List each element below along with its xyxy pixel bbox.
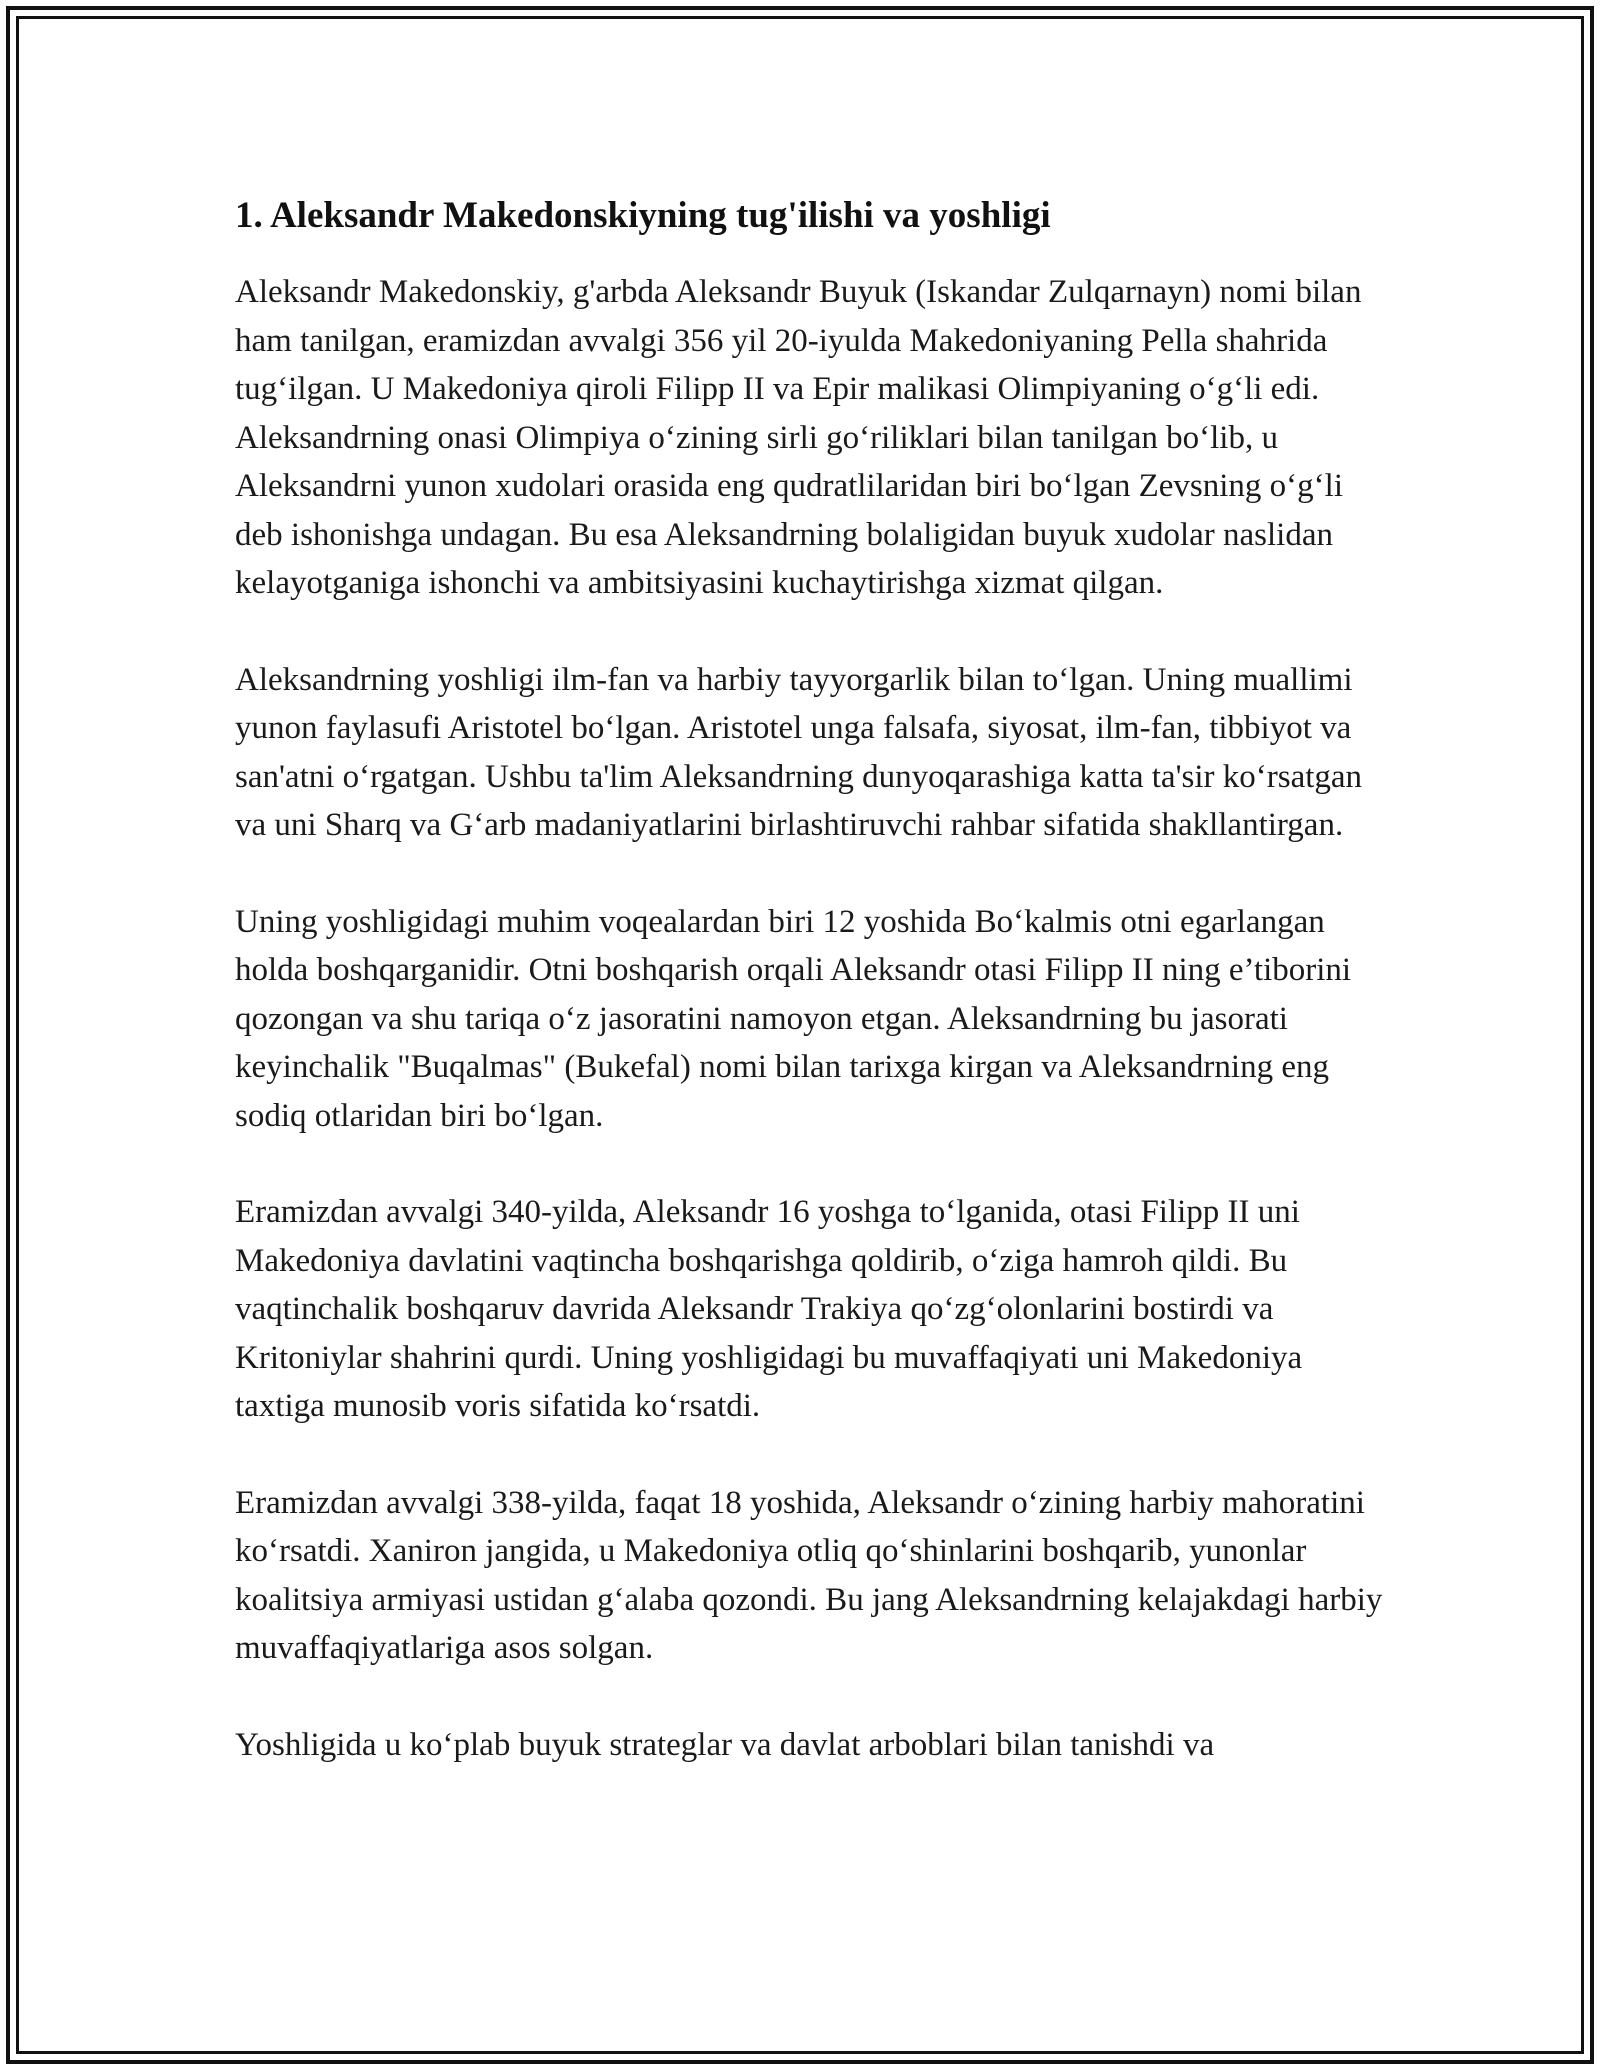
paragraph-regency: Eramizdan avvalgi 340-yilda, Aleksandr 16 yoshga to‘lganida, otasi Filipp II uni Makedoniya davlatini vaqtincha boshqarishga qoldirib, o‘ziga hamroh qildi. Bu vaqtinchalik boshqaruv davrida Aleksandr Trakiya qo‘zg‘olonlarini bostirdi va Kritoniylar shahrini qurdi. Uning yoshligidagi bu muvaffaqiyati uni Makedoniya taxtiga munosib voris sifatida ko‘rsatdi. bbox=[235, 1194, 1303, 1424]
paragraph-horse: Uning yoshligidagi muhim voqealardan biri 12 yoshida Bo‘kalmis otni egarlangan holda boshqarganidir. Otni boshqarish orqali Aleksandr otasi Filipp II ning e’tiborini qozongan va shu tariqa o‘z jasoratini namoyon etgan. Aleksandrning bu jasorati keyinchalik "Buqalmas" (Bukefal) nomi bilan tarixga kirgan va Aleksandrning eng sodiq otlaridan biri bo‘lgan. bbox=[235, 903, 1352, 1134]
paragraph-birth: Aleksandr Makedonskiy, g'arbda Aleksandr Buyuk (Iskandar Zulqarnayn) nomi bilan ham tanilgan, eramizdan avvalgi 356 yil 20-iyulda Makedoniyaning Pella shahrida tug‘ilgan. U Makedoniya qiroli Filipp II va Epir malikasi Olimpiyaning o‘g‘li edi. Aleksandrning onasi Olimpiya o‘zining sirli go‘riliklari bilan tanilgan bo‘lib, u Aleksandrni yunon xudolari orasida eng qudratlilaridan biri bo‘lgan Zevsning o‘g‘li deb ishonishga undagan. Bu esa Aleksandrning bolaligidan buyuk xudolar naslidan kelayotganiga ishonchi va ambitsiyasini kuchaytirishga xizmat qilgan. bbox=[235, 274, 1362, 601]
section-heading: 1. Aleksandr Makedonskiyning tug'ilishi va yoshligi bbox=[235, 195, 1051, 236]
paragraph-chaeronea: Eramizdan avvalgi 338-yilda, faqat 18 yoshida, Aleksandr o‘zining harbiy mahoratini ko‘rsatdi. Xaniron jangida, u Makedoniya otliq qo‘shinlarini boshqarib, yunonlar koalitsiya armiyasi ustidan g‘alaba qozondi. Bu jang Aleksandrning kelajakdagi harbiy muvaffaqiyatlariga asos solgan. bbox=[235, 1484, 1383, 1666]
paragraph-continued: Yoshligida u ko‘plab buyuk strateglar va davlat arboblari bilan tanishdi va bbox=[235, 1726, 1215, 1763]
paragraph-education: Aleksandrning yoshligi ilm-fan va harbiy tayyorgarlik bilan to‘lgan. Uning muallimi yunon faylasufi Aristotel bo‘lgan. Aristotel unga falsafa, siyosat, ilm-fan, tibbiyot va san'atni o‘rgatgan. Ushbu ta'lim Aleksandrning dunyoqarashiga katta ta'sir ko‘rsatgan va uni Sharq va G‘arb madaniyatlarini birlashtiruvchi rahbar sifatida shakllantirgan. bbox=[235, 661, 1363, 843]
document-body bbox=[235, 186, 1395, 1817]
